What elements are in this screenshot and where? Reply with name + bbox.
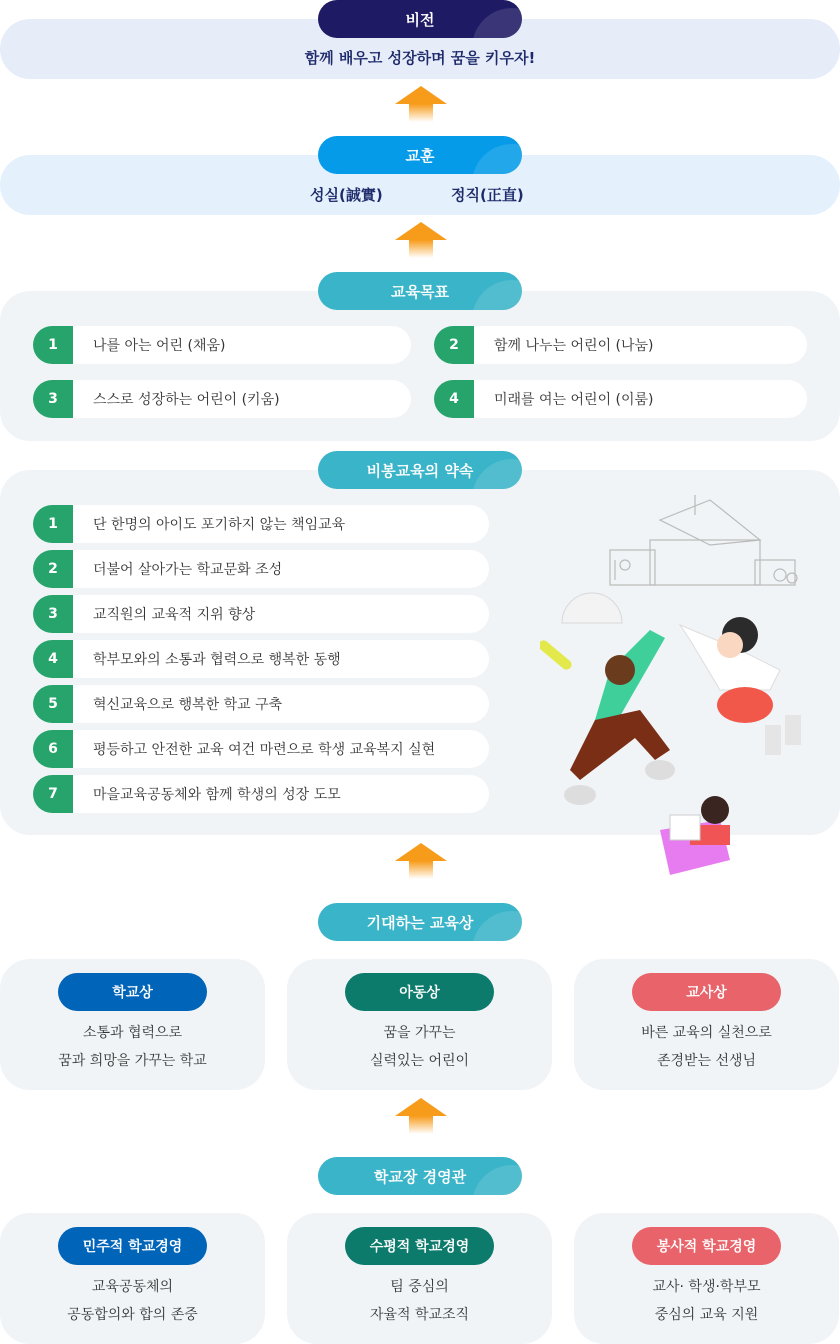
expected-card	[0, 959, 265, 1090]
card-line: 꿈과 희망을 가꾸는 학교	[58, 1053, 207, 1069]
goal-item	[434, 326, 807, 364]
card-title: 아동상	[345, 973, 494, 1011]
goal-item	[33, 326, 411, 364]
promise-number: 3	[33, 595, 73, 633]
card-title: 민주적 학교경영	[58, 1227, 207, 1265]
card-line: 팀 중심의	[390, 1279, 449, 1295]
vision-text: 함께 배우고 성장하며 꿈을 키우자!	[304, 49, 536, 67]
promise-number: 5	[33, 685, 73, 723]
goal-number: 3	[33, 380, 73, 418]
principal-card	[574, 1213, 839, 1344]
promise-number: 1	[33, 505, 73, 543]
promise-text: 학부모와의 소통과 협력으로 행복한 동행	[93, 652, 341, 668]
principal-card	[0, 1213, 265, 1344]
promise-item	[33, 730, 489, 768]
promise-item	[33, 550, 489, 588]
card-line: 바른 교육의 실천으로	[641, 1025, 772, 1041]
promise-number: 2	[33, 550, 73, 588]
promise-item	[33, 595, 489, 633]
card-line: 교육공동체의	[91, 1279, 174, 1295]
card-title: 수평적 학교경영	[345, 1227, 494, 1265]
arrow-up-icon	[395, 86, 447, 122]
goal-item	[33, 380, 411, 418]
promise-text: 혁신교육으로 행복한 학교 구축	[93, 697, 283, 713]
goals-title: 교육목표	[318, 272, 522, 310]
card-line: 존경받는 선생님	[656, 1053, 757, 1069]
promise-number: 4	[33, 640, 73, 678]
card-line: 공동합의와 합의 존중	[67, 1307, 198, 1323]
vision-title: 비전	[318, 0, 522, 38]
goal-text: 함께 나누는 어린이 (나눔)	[494, 338, 654, 354]
promise-text: 교직원의 교육적 지위 향상	[93, 607, 256, 623]
goal-number: 4	[434, 380, 474, 418]
goal-item	[434, 380, 807, 418]
card-title: 교사상	[632, 973, 781, 1011]
card-line: 실력있는 어린이	[369, 1053, 470, 1069]
promise-title: 비봉교육의 약속	[318, 451, 522, 489]
students-illustration	[540, 490, 830, 900]
expected-title: 기대하는 교육상	[318, 903, 522, 941]
promise-text: 단 한명의 아이도 포기하지 않는 책임교육	[93, 517, 346, 533]
arrow-up-icon	[395, 222, 447, 258]
promise-item	[33, 505, 489, 543]
card-title: 봉사적 학교경영	[632, 1227, 781, 1265]
goal-number: 1	[33, 326, 73, 364]
promise-item	[33, 640, 489, 678]
promise-text: 더불어 살아가는 학교문화 조성	[93, 562, 283, 578]
goal-text: 나를 아는 어린 (채움)	[93, 338, 226, 354]
goals-panel	[0, 291, 840, 441]
expected-card	[287, 959, 552, 1090]
principal-card	[287, 1213, 552, 1344]
promise-number: 6	[33, 730, 73, 768]
promise-text: 마을교육공동체와 함께 학생의 성장 도모	[93, 787, 341, 803]
motto-title: 교훈	[318, 136, 522, 174]
goal-text: 스스로 성장하는 어린이 (키움)	[93, 392, 280, 408]
expected-card	[574, 959, 839, 1090]
promise-item	[33, 775, 489, 813]
goal-number: 2	[434, 326, 474, 364]
promise-number: 7	[33, 775, 73, 813]
arrow-up-icon	[395, 1098, 447, 1134]
card-line: 자율적 학교조직	[369, 1307, 470, 1323]
card-line: 중심의 교육 지원	[654, 1307, 759, 1323]
principal-title: 학교장 경영관	[318, 1157, 522, 1195]
card-line: 꿈을 가꾸는	[383, 1025, 456, 1041]
card-line: 소통과 협력으로	[82, 1025, 183, 1041]
motto-item: 정직(正直)	[451, 186, 524, 204]
promise-text: 평등하고 안전한 교육 여건 마련으로 학생 교육복지 실현	[93, 742, 436, 758]
card-title: 학교상	[58, 973, 207, 1011]
promise-item	[33, 685, 489, 723]
motto-item: 성실(誠實)	[310, 186, 383, 204]
arrow-up-icon	[395, 843, 447, 879]
card-line: 교사· 학생·학부모	[652, 1279, 761, 1295]
goal-text: 미래를 여는 어린이 (이룸)	[494, 392, 654, 408]
